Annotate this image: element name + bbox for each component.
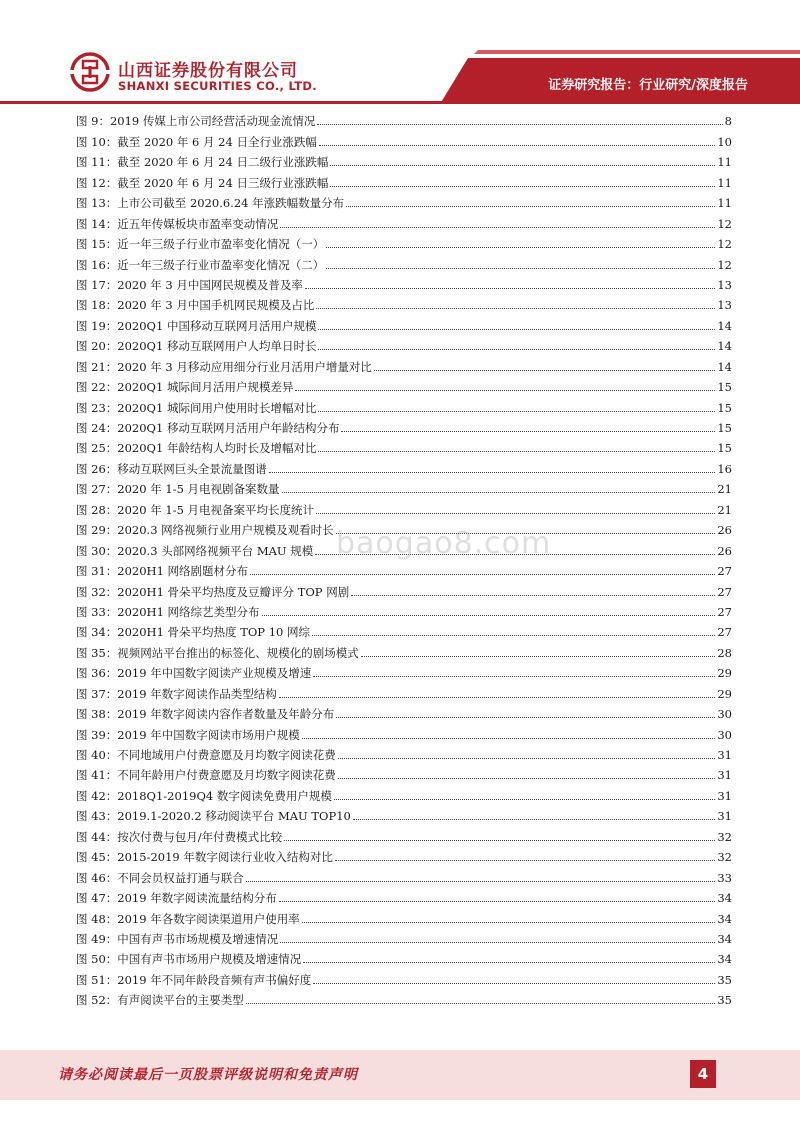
toc-entry-page: 29 — [717, 666, 732, 681]
toc-entry[interactable] — [76, 128, 732, 148]
toc-entry-label: 图 52：有声阅读平台的主要类型 — [76, 993, 244, 1008]
toc-dot-leader — [351, 595, 715, 596]
toc-entry[interactable] — [76, 905, 732, 925]
toc-entry-page: 31 — [717, 748, 732, 762]
toc-dot-leader — [246, 881, 716, 882]
toc-entry-page: 26 — [717, 523, 732, 538]
toc-dot-leader — [302, 922, 716, 923]
toc-entry-label: 图 34：2020H1 骨朵平均热度 TOP 10 网综 — [76, 625, 310, 640]
toc-entry[interactable] — [76, 844, 732, 864]
toc-entry[interactable] — [76, 455, 732, 475]
toc-entry[interactable] — [76, 312, 732, 332]
toc-dot-leader — [279, 697, 716, 698]
toc-entry-label: 图 51：2019 年不同年龄段音频有声书偏好度 — [76, 972, 312, 987]
toc-entry[interactable] — [76, 782, 732, 802]
toc-dot-leader — [280, 227, 715, 228]
toc-dot-leader — [335, 860, 715, 861]
toc-entry[interactable] — [76, 537, 732, 557]
toc-entry-label: 图 15：近一年三级子行业市盈率变化情况（一） — [76, 237, 325, 252]
toc-dot-leader — [284, 840, 715, 841]
toc-dot-leader — [250, 574, 715, 575]
toc-entry-label: 图 20：2020Q1 移动互联网用户人均单日时长 — [76, 339, 317, 354]
toc-entry[interactable] — [76, 149, 732, 169]
toc-entry-page: 8 — [724, 114, 732, 129]
toc-dot-leader — [326, 247, 715, 248]
toc-entry-label: 图 22：2020Q1 城际间月活用户规模差异 — [76, 380, 294, 395]
toc-dot-leader — [282, 492, 716, 493]
toc-entry[interactable] — [76, 353, 732, 373]
toc-entry-label: 图 28：2020 年 1-5 月电视备案平均长度统计 — [76, 502, 315, 517]
toc-entry[interactable] — [76, 517, 732, 537]
toc-entry-page: 32 — [717, 850, 732, 865]
toc-entry-page: 34 — [717, 891, 732, 906]
company-name-cn: 山西证券股份有限公司 — [118, 61, 298, 81]
toc-entry-page: 14 — [717, 339, 732, 354]
disclaimer-notice: 请务必阅读最后一页股票评级说明和免责声明 — [58, 1067, 358, 1083]
toc-entry[interactable] — [76, 374, 732, 394]
toc-entry-label: 图 30：2020.3 头部网络视频平台 MAU 规模 — [76, 543, 314, 558]
toc-entry[interactable] — [76, 639, 732, 659]
toc-entry[interactable] — [76, 190, 732, 210]
toc-entry-page: 30 — [717, 707, 732, 722]
toc-entry-label: 图 9：2019 传媒上市公司经营活动现金流情况 — [76, 114, 316, 129]
toc-entry-label: 图 45：2015-2019 年数字阅读行业收入结构对比 — [76, 850, 333, 865]
toc-entry-page: 32 — [717, 829, 732, 844]
toc-entry[interactable] — [76, 762, 732, 782]
page-header — [0, 0, 800, 104]
toc-entry-label: 图 27：2020 年 1-5 月电视剧备案数量 — [76, 482, 280, 497]
toc-entry-page: 35 — [717, 993, 732, 1008]
toc-dot-leader — [279, 901, 716, 902]
toc-entry-label: 图 18：2020 年 3 月中国手机网民规模及占比 — [76, 298, 315, 313]
toc-entry-label: 图 21：2020 年 3 月移动应用细分行业月活用户增量对比 — [76, 359, 372, 374]
toc-entry-page: 15 — [717, 380, 732, 395]
toc-entry-page: 10 — [717, 134, 732, 149]
toc-entry-page: 34 — [717, 911, 732, 926]
toc-entry-label: 图 32：2020H1 骨朵平均热度及豆瓣评分 TOP 网剧 — [76, 584, 350, 599]
toc-entry-label: 图 39：2019 年中国数字阅读市场用户规模 — [76, 727, 300, 742]
toc-dot-leader — [326, 268, 715, 269]
company-name-en: SHANXI SECURITIES CO., LTD. — [118, 79, 317, 93]
toc-entry-label: 图 38：2019 年数字阅读内容作者数量及年龄分布 — [76, 707, 335, 722]
toc-entry-label: 图 47：2019 年数字阅读流量结构分布 — [76, 891, 277, 906]
toc-dot-leader — [318, 329, 715, 330]
toc-entry-page: 11 — [717, 155, 732, 170]
toc-dot-leader — [341, 431, 715, 432]
toc-entry-page: 31 — [717, 809, 732, 824]
toc-dot-leader — [302, 738, 716, 739]
toc-entry[interactable] — [76, 292, 732, 312]
toc-entry-page: 11 — [717, 196, 732, 211]
toc-entry-page: 14 — [717, 359, 732, 374]
toc-entry-page: 12 — [717, 237, 732, 252]
toc-entry-page: 31 — [717, 768, 732, 783]
toc-entry[interactable] — [76, 496, 732, 516]
toc-entry-label: 图 24：2020Q1 移动互联网月活用户年龄结构分布 — [76, 421, 340, 435]
toc-entry[interactable] — [76, 803, 732, 823]
toc-dot-leader — [361, 656, 716, 657]
toc-dot-leader — [318, 451, 715, 452]
report-type-label: 证券研究报告：行业研究/深度报告 — [548, 78, 748, 93]
toc-entry-label: 图 40：不同地域用户付费意愿及月均数字阅读花费 — [76, 748, 336, 762]
toc-entry-page: 21 — [717, 482, 732, 497]
toc-entry-label: 图 29：2020.3 网络视频行业用户规模及观看时长 — [76, 523, 334, 538]
toc-entry-page: 13 — [717, 277, 732, 292]
toc-entry-label: 图 25：2020Q1 年龄结构人均时长及增幅对比 — [76, 441, 317, 456]
toc-entry-page: 13 — [717, 298, 732, 313]
toc-entry[interactable] — [76, 864, 732, 884]
toc-dot-leader — [262, 615, 716, 616]
toc-entry[interactable] — [76, 231, 732, 251]
toc-entry-page: 35 — [717, 972, 732, 987]
toc-entry-page: 26 — [717, 543, 732, 558]
toc-dot-leader — [353, 819, 716, 820]
toc-dot-leader — [374, 370, 716, 371]
toc-entry-label: 图 42：2018Q1-2019Q4 数字阅读免费用户规模 — [76, 788, 332, 803]
toc-dot-leader — [316, 513, 715, 514]
toc-entry-label: 图 26：移动互联网巨头全景流量图谱 — [76, 461, 267, 476]
toc-entry[interactable] — [76, 721, 732, 741]
toc-entry[interactable] — [76, 966, 732, 986]
toc-entry[interactable] — [76, 823, 732, 843]
toc-entry-label: 图 49：中国有声书市场规模及增速情况 — [76, 931, 279, 946]
toc-dot-leader — [246, 1003, 716, 1004]
toc-entry-label: 图 33：2020H1 网络综艺类型分布 — [76, 604, 260, 619]
toc-dot-leader — [280, 942, 715, 943]
toc-dot-leader — [318, 349, 715, 350]
toc-entry-page: 15 — [717, 421, 732, 435]
toc-entry-page: 27 — [717, 564, 732, 579]
toc-entry-label: 图 12：截至 2020 年 6 月 24 日三级行业涨跌幅 — [76, 175, 329, 190]
toc-entry-page: 28 — [717, 645, 732, 660]
toc-entry[interactable] — [76, 701, 732, 721]
watermark: baogao8.com — [336, 526, 552, 561]
toc-entry-label: 图 37：2019 年数字阅读作品类型结构 — [76, 686, 277, 701]
toc-dot-leader — [346, 206, 715, 207]
toc-dot-leader — [330, 186, 715, 187]
toc-entry-label: 图 17：2020 年 3 月中国网民规模及普及率 — [76, 277, 303, 292]
toc-entry[interactable] — [76, 558, 732, 578]
toc-dot-leader — [269, 472, 716, 473]
toc-dot-leader — [336, 533, 716, 534]
toc-entry[interactable] — [76, 987, 732, 1007]
toc-entry[interactable] — [76, 272, 732, 292]
toc-dot-leader — [295, 390, 715, 391]
toc-entry-page: 16 — [717, 461, 732, 476]
toc-entry-page: 33 — [717, 870, 732, 885]
toc-entry-label: 图 36：2019 年中国数字阅读产业规模及增速 — [76, 666, 312, 681]
toc-entry[interactable] — [76, 333, 732, 353]
toc-entry-page: 15 — [717, 400, 732, 415]
toc-dot-leader — [316, 308, 715, 309]
toc-entry[interactable] — [76, 435, 732, 455]
toc-dot-leader — [305, 288, 716, 289]
toc-entry[interactable] — [76, 742, 732, 762]
toc-entry-label: 图 23：2020Q1 城际间用户使用时长增幅对比 — [76, 400, 317, 415]
toc-dot-leader — [334, 799, 716, 800]
toc-dot-leader — [313, 983, 715, 984]
toc-dot-leader — [318, 411, 715, 412]
toc-entry-page: 21 — [717, 502, 732, 517]
toc-entry[interactable] — [76, 885, 732, 905]
toc-entry-page: 12 — [717, 216, 732, 231]
toc-entry-label: 图 41：不同年龄用户付费意愿及月均数字阅读花费 — [76, 768, 336, 783]
toc-entry[interactable] — [76, 660, 732, 680]
toc-entry[interactable] — [76, 946, 732, 966]
toc-dot-leader — [317, 124, 722, 125]
shanxi-securities-logo-icon — [70, 52, 110, 92]
toc-dot-leader — [312, 635, 715, 636]
toc-entry[interactable] — [76, 394, 732, 414]
toc-dot-leader — [338, 758, 716, 759]
page-number: 4 — [690, 1060, 716, 1088]
toc-entry-page: 34 — [717, 931, 732, 946]
toc-entry-page: 27 — [717, 604, 732, 619]
toc-entry-label: 图 10：截至 2020 年 6 月 24 日全行业涨跌幅 — [76, 134, 317, 149]
toc-entry[interactable] — [76, 476, 732, 496]
toc-entry-page: 34 — [717, 952, 732, 967]
toc-entry-label: 图 44：按次付费与包月/年付费模式比较 — [76, 829, 283, 844]
page-footer — [0, 1050, 800, 1100]
toc-dot-leader — [319, 145, 715, 146]
figure-list — [76, 108, 732, 1007]
toc-entry[interactable] — [76, 169, 732, 189]
toc-entry-label: 图 19：2020Q1 中国移动互联网月活用户规模 — [76, 318, 317, 333]
toc-entry-page: 11 — [717, 175, 732, 190]
toc-entry-label: 图 35：视频网站平台推出的标签化、规模化的剧场模式 — [76, 645, 359, 660]
toc-dot-leader — [338, 778, 716, 779]
toc-entry-label: 图 48：2019 年各数字阅读渠道用户使用率 — [76, 911, 300, 926]
toc-entry-label: 图 13：上市公司截至 2020.6.24 年涨跌幅数量分布 — [76, 196, 345, 211]
toc-entry-label: 图 50：中国有声书市场用户规模及增速情况 — [76, 952, 302, 967]
toc-entry-label: 图 46：不同会员权益打通与联合 — [76, 870, 244, 885]
toc-entry-page: 12 — [717, 257, 732, 272]
toc-entry[interactable] — [76, 108, 732, 128]
toc-dot-leader — [336, 717, 715, 718]
toc-entry[interactable] — [76, 210, 732, 230]
toc-dot-leader — [315, 554, 715, 555]
toc-dot-leader — [313, 676, 715, 677]
toc-entry-page: 30 — [717, 727, 732, 742]
toc-entry[interactable] — [76, 578, 732, 598]
toc-entry-page: 27 — [717, 625, 732, 640]
toc-entry[interactable] — [76, 619, 732, 639]
toc-dot-leader — [303, 962, 715, 963]
toc-entry[interactable] — [76, 251, 732, 271]
toc-entry-page: 14 — [717, 318, 732, 333]
toc-entry-label: 图 31：2020H1 网络剧题材分布 — [76, 564, 249, 579]
toc-entry-label: 图 11：截至 2020 年 6 月 24 日二级行业涨跌幅 — [76, 155, 329, 170]
toc-entry[interactable] — [76, 680, 732, 700]
toc-entry-page: 27 — [717, 584, 732, 599]
toc-entry-label: 图 16：近一年三级子行业市盈率变化情况（二） — [76, 257, 325, 272]
toc-entry-page: 15 — [717, 441, 732, 456]
toc-entry[interactable] — [76, 599, 732, 619]
toc-entry-label: 图 14：近五年传媒板块市盈率变动情况 — [76, 216, 279, 231]
toc-dot-leader — [330, 165, 715, 166]
toc-entry-label: 图 43：2019.1-2020.2 移动阅读平台 MAU TOP10 — [76, 809, 351, 824]
toc-entry-page: 31 — [717, 788, 732, 803]
toc-entry[interactable] — [76, 926, 732, 946]
toc-entry-page: 29 — [717, 686, 732, 701]
toc-entry[interactable] — [76, 415, 732, 435]
